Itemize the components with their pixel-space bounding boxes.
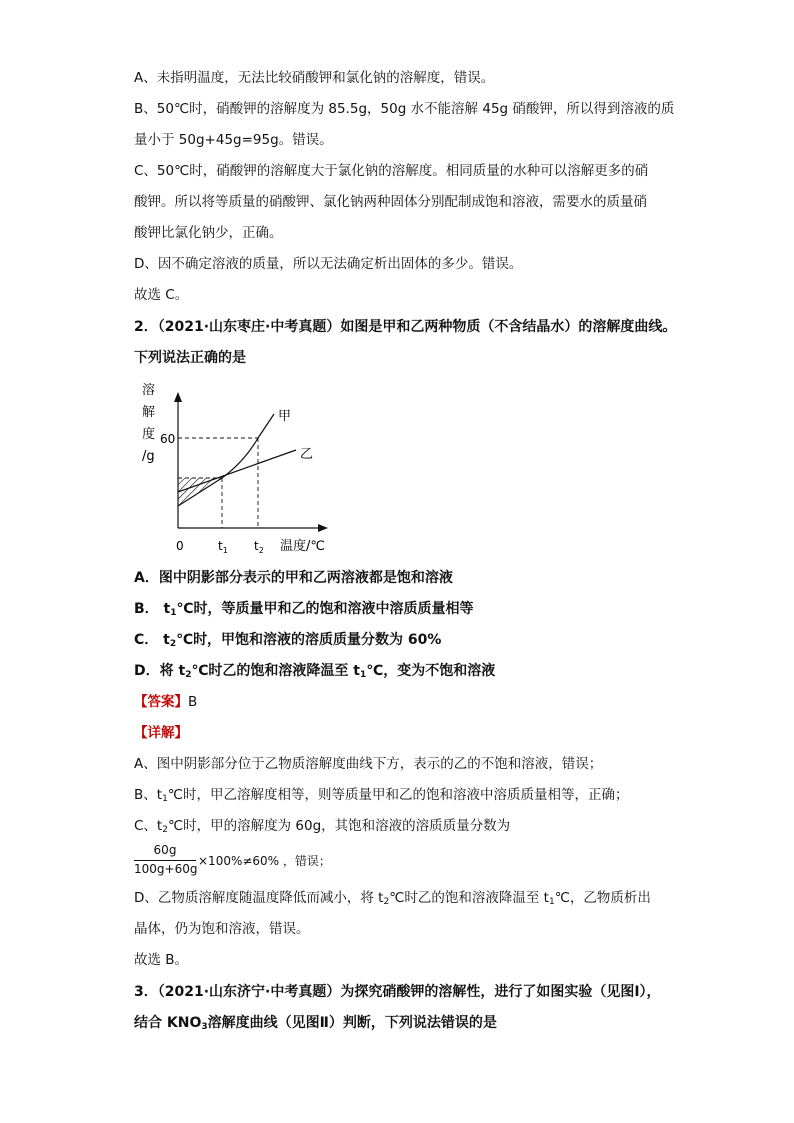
- q2-option-a: A．图中阴影部分表示的甲和乙两溶液都是饱和溶液: [134, 570, 453, 586]
- q2-detail-d-line1: D、乙物质溶解度随温度降低而减小，将 $t_2℃$时乙的饱和溶液降温至 $t_1℃$，乙物质析出: [134, 890, 651, 907]
- q2-detail-tag: 【详解】: [134, 725, 188, 741]
- x-axis-label: 温度/℃: [280, 539, 325, 554]
- q2-option-c: C． $t_2℃$时，甲饱和溶液的溶质质量分数为 60%: [134, 632, 442, 649]
- q2-detail-d-line2: 晶体，仍为饱和溶液，错误。: [134, 921, 310, 937]
- fraction-bar: [134, 860, 196, 861]
- prev-option-b-line1: B、50℃时，硝酸钾的溶解度为 85.5g，50g 水不能溶解 45g 硝酸钾，所以得到溶液的质: [134, 101, 675, 117]
- y-label-4: /g: [142, 449, 155, 464]
- fraction-denominator: 100g+60g: [134, 862, 198, 876]
- y-label-2: 解: [142, 405, 156, 420]
- x-origin: 0: [176, 539, 184, 553]
- prev-option-c-line2: 酸钾。所以将等质量的硝酸钾、氯化钠两种固体分别配制成饱和溶液，需要水的质量硝: [134, 194, 647, 210]
- x-tick-t1: $t_1$: [218, 539, 228, 555]
- solubility-graph: [134, 380, 344, 564]
- fraction-tail: ×100%≠60% ，错误；: [198, 854, 331, 868]
- curve-label-yi: 乙: [300, 447, 314, 462]
- x-tick-t2: $t_2$: [254, 539, 264, 555]
- prev-choice: 故选 C。: [134, 287, 189, 303]
- q2-choice: 故选 B。: [134, 952, 189, 968]
- y-label-1: 溶: [142, 383, 156, 398]
- mass-fraction-formula: [134, 843, 331, 879]
- q3-stem-line2: 结合 $KNO_3$溶解度曲线（见图Ⅱ）判断，下列说法错误的是: [134, 1015, 497, 1032]
- y-axis-arrow: [174, 392, 182, 402]
- q2-detail-c: C、$t_2℃$时，甲的溶解度为 60g，其饱和溶液的溶质质量分数为: [134, 818, 511, 835]
- prev-option-c-line1: C、50℃时，硝酸钾的溶解度大于氯化钠的溶解度。相同质量的水种可以溶解更多的硝: [134, 163, 649, 179]
- y-label-3: 度: [142, 427, 156, 442]
- y-tick-60: 60: [160, 432, 176, 446]
- q2-stem-line1: 2．（2021·山东枣庄·中考真题）如图是甲和乙两种物质（不含结晶水）的溶解度曲线。: [134, 319, 677, 335]
- x-axis-arrow: [318, 524, 328, 532]
- curve-yi: [178, 450, 296, 492]
- q3-stem-line1: 3．（2021·山东济宁·中考真题）为探究硝酸钾的溶解性，进行了如图实验（见图Ⅰ），: [134, 984, 661, 1000]
- q2-detail-b: B、$t_1℃$时，甲乙溶解度相等，则等质量甲和乙的饱和溶液中溶质质量相等，正确；: [134, 787, 629, 804]
- prev-option-d: D、因不确定溶液的质量，所以无法确定析出固体的多少。错误。: [134, 256, 523, 272]
- q2-detail-a: A、图中阴影部分位于乙物质溶解度曲线下方，表示的乙的不饱和溶液，错误；: [134, 756, 603, 772]
- q2-stem-line2: 下列说法正确的是: [134, 350, 246, 366]
- q2-option-b: B． $t_1℃$时，等质量甲和乙的饱和溶液中溶质质量相等: [134, 601, 474, 618]
- prev-option-c-line3: 酸钾比氯化钠少，正确。: [134, 225, 283, 241]
- curve-label-jia: 甲: [278, 409, 292, 424]
- solubility-graph-svg: [134, 380, 344, 560]
- prev-option-a: A、未指明温度，无法比较硝酸钾和氯化钠的溶解度，错误。: [134, 70, 495, 86]
- q2-option-d: D．将 $t_2℃$时乙的饱和溶液降温至 $t_1℃$，变为不饱和溶液: [134, 663, 496, 680]
- fraction-numerator: 60g: [153, 843, 177, 857]
- q2-answer: 【答案】B: [134, 694, 198, 710]
- prev-option-b-line2: 量小于 50g+45g=95g。错误。: [134, 132, 333, 148]
